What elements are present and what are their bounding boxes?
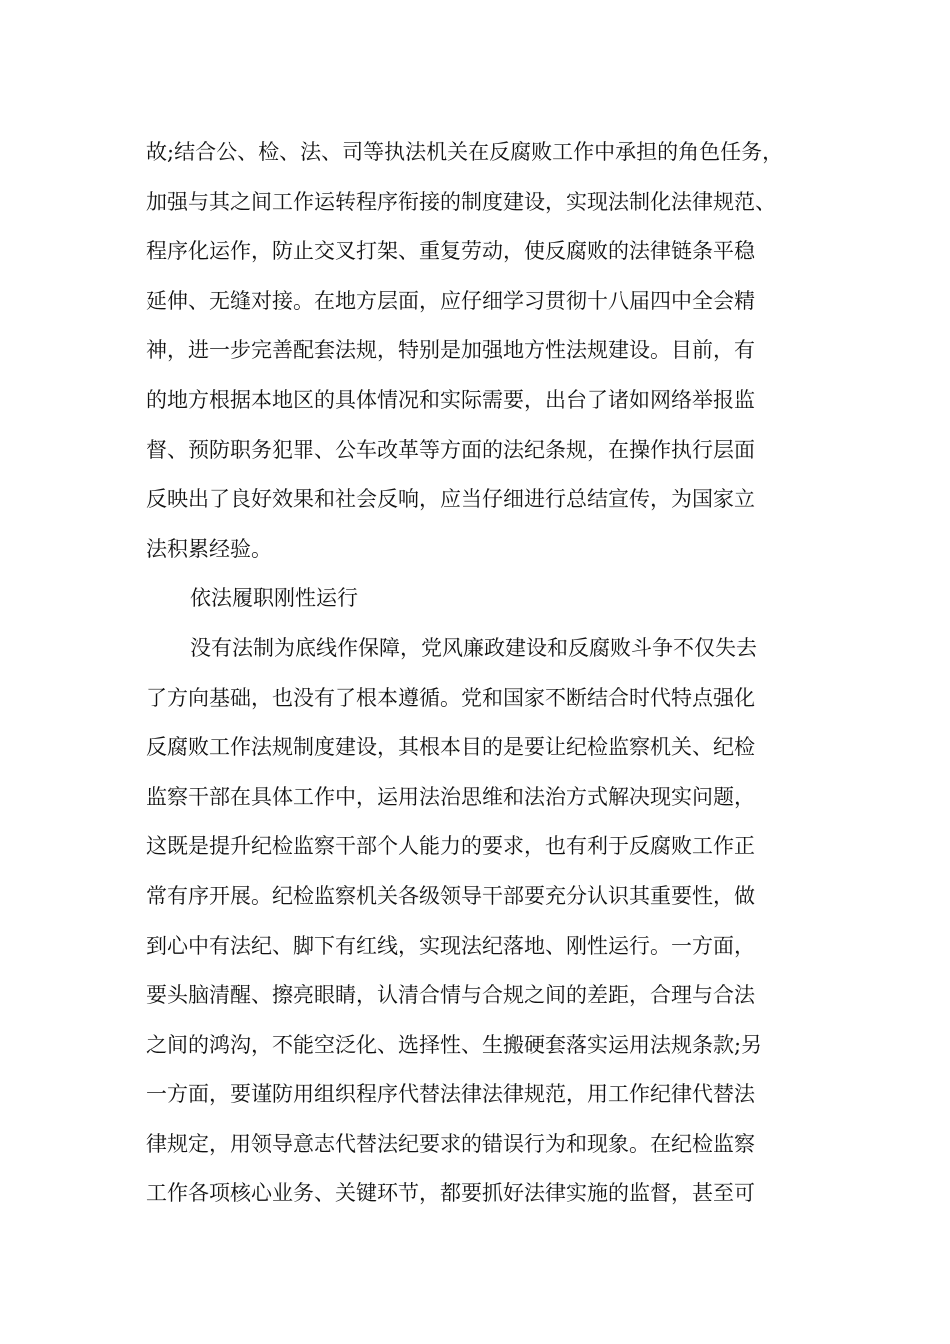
text-line: 这既是提升纪检监察干部个人能力的要求，也有利于反腐败工作正 — [146, 834, 755, 859]
text-line: 到心中有法纪、脚下有红线，实现法纪落地、刚性运行。一方面， — [146, 933, 755, 958]
body-text — [146, 128, 826, 1219]
text-line: 之间的鸿沟，不能空泛化、选择性、生搬硬套落实运用法规条款;另 — [146, 1032, 763, 1057]
text-line: 反映出了良好效果和社会反响，应当仔细进行总结宣传，为国家立 — [146, 487, 755, 512]
text-line: 故;结合公、检、法、司等执法机关在反腐败工作中承担的角色任务， — [146, 140, 784, 164]
text-line: 神，进一步完善配套法规，特别是加强地方性法规建设。目前，有 — [146, 338, 755, 363]
text-line: 反腐败工作法规制度建设，其根本目的是要让纪检监察机关、纪检 — [146, 735, 755, 760]
text-line: 常有序开展。纪检监察机关各级领导干部要充分认识其重要性，做 — [146, 883, 755, 908]
text-line: 加强与其之间工作运转程序衔接的制度建设，实现法制化法律规范、 — [146, 189, 776, 214]
text-line: 律规定，用领导意志代替法纪要求的错误行为和现象。在纪检监察 — [146, 1131, 755, 1156]
text-line: 了方向基础，也没有了根本遵循。党和国家不断结合时代特点强化 — [146, 685, 755, 710]
text-line: 程序化运作，防止交叉打架、重复劳动，使反腐败的法律链条平稳 — [146, 239, 755, 264]
text-line: 延伸、无缝对接。在地方层面，应仔细学习贯彻十八届四中全会精 — [146, 288, 755, 313]
text-line: 工作各项核心业务、关键环节，都要抓好法律实施的监督，甚至可 — [146, 1181, 755, 1206]
text-line: 法积累经验。 — [146, 536, 272, 561]
text-line: 监察干部在具体工作中，运用法治思维和法治方式解决现实问题， — [146, 784, 755, 809]
text-line: 没有法制为底线作保障，党风廉政建设和反腐败斗争不仅失去 — [190, 635, 757, 660]
text-line: 要头脑清醒、擦亮眼睛，认清合情与合规之间的差距，合理与合法 — [146, 983, 755, 1008]
text-line: 一方面，要谨防用组织程序代替法律法律规范，用工作纪律代替法 — [146, 1082, 755, 1107]
section-heading: 依法履职刚性运行 — [190, 586, 358, 611]
text-line: 督、预防职务犯罪、公车改革等方面的法纪条规，在操作执行层面 — [146, 437, 755, 462]
text-line: 的地方根据本地区的具体情况和实际需要，出台了诸如网络举报监 — [146, 387, 755, 412]
